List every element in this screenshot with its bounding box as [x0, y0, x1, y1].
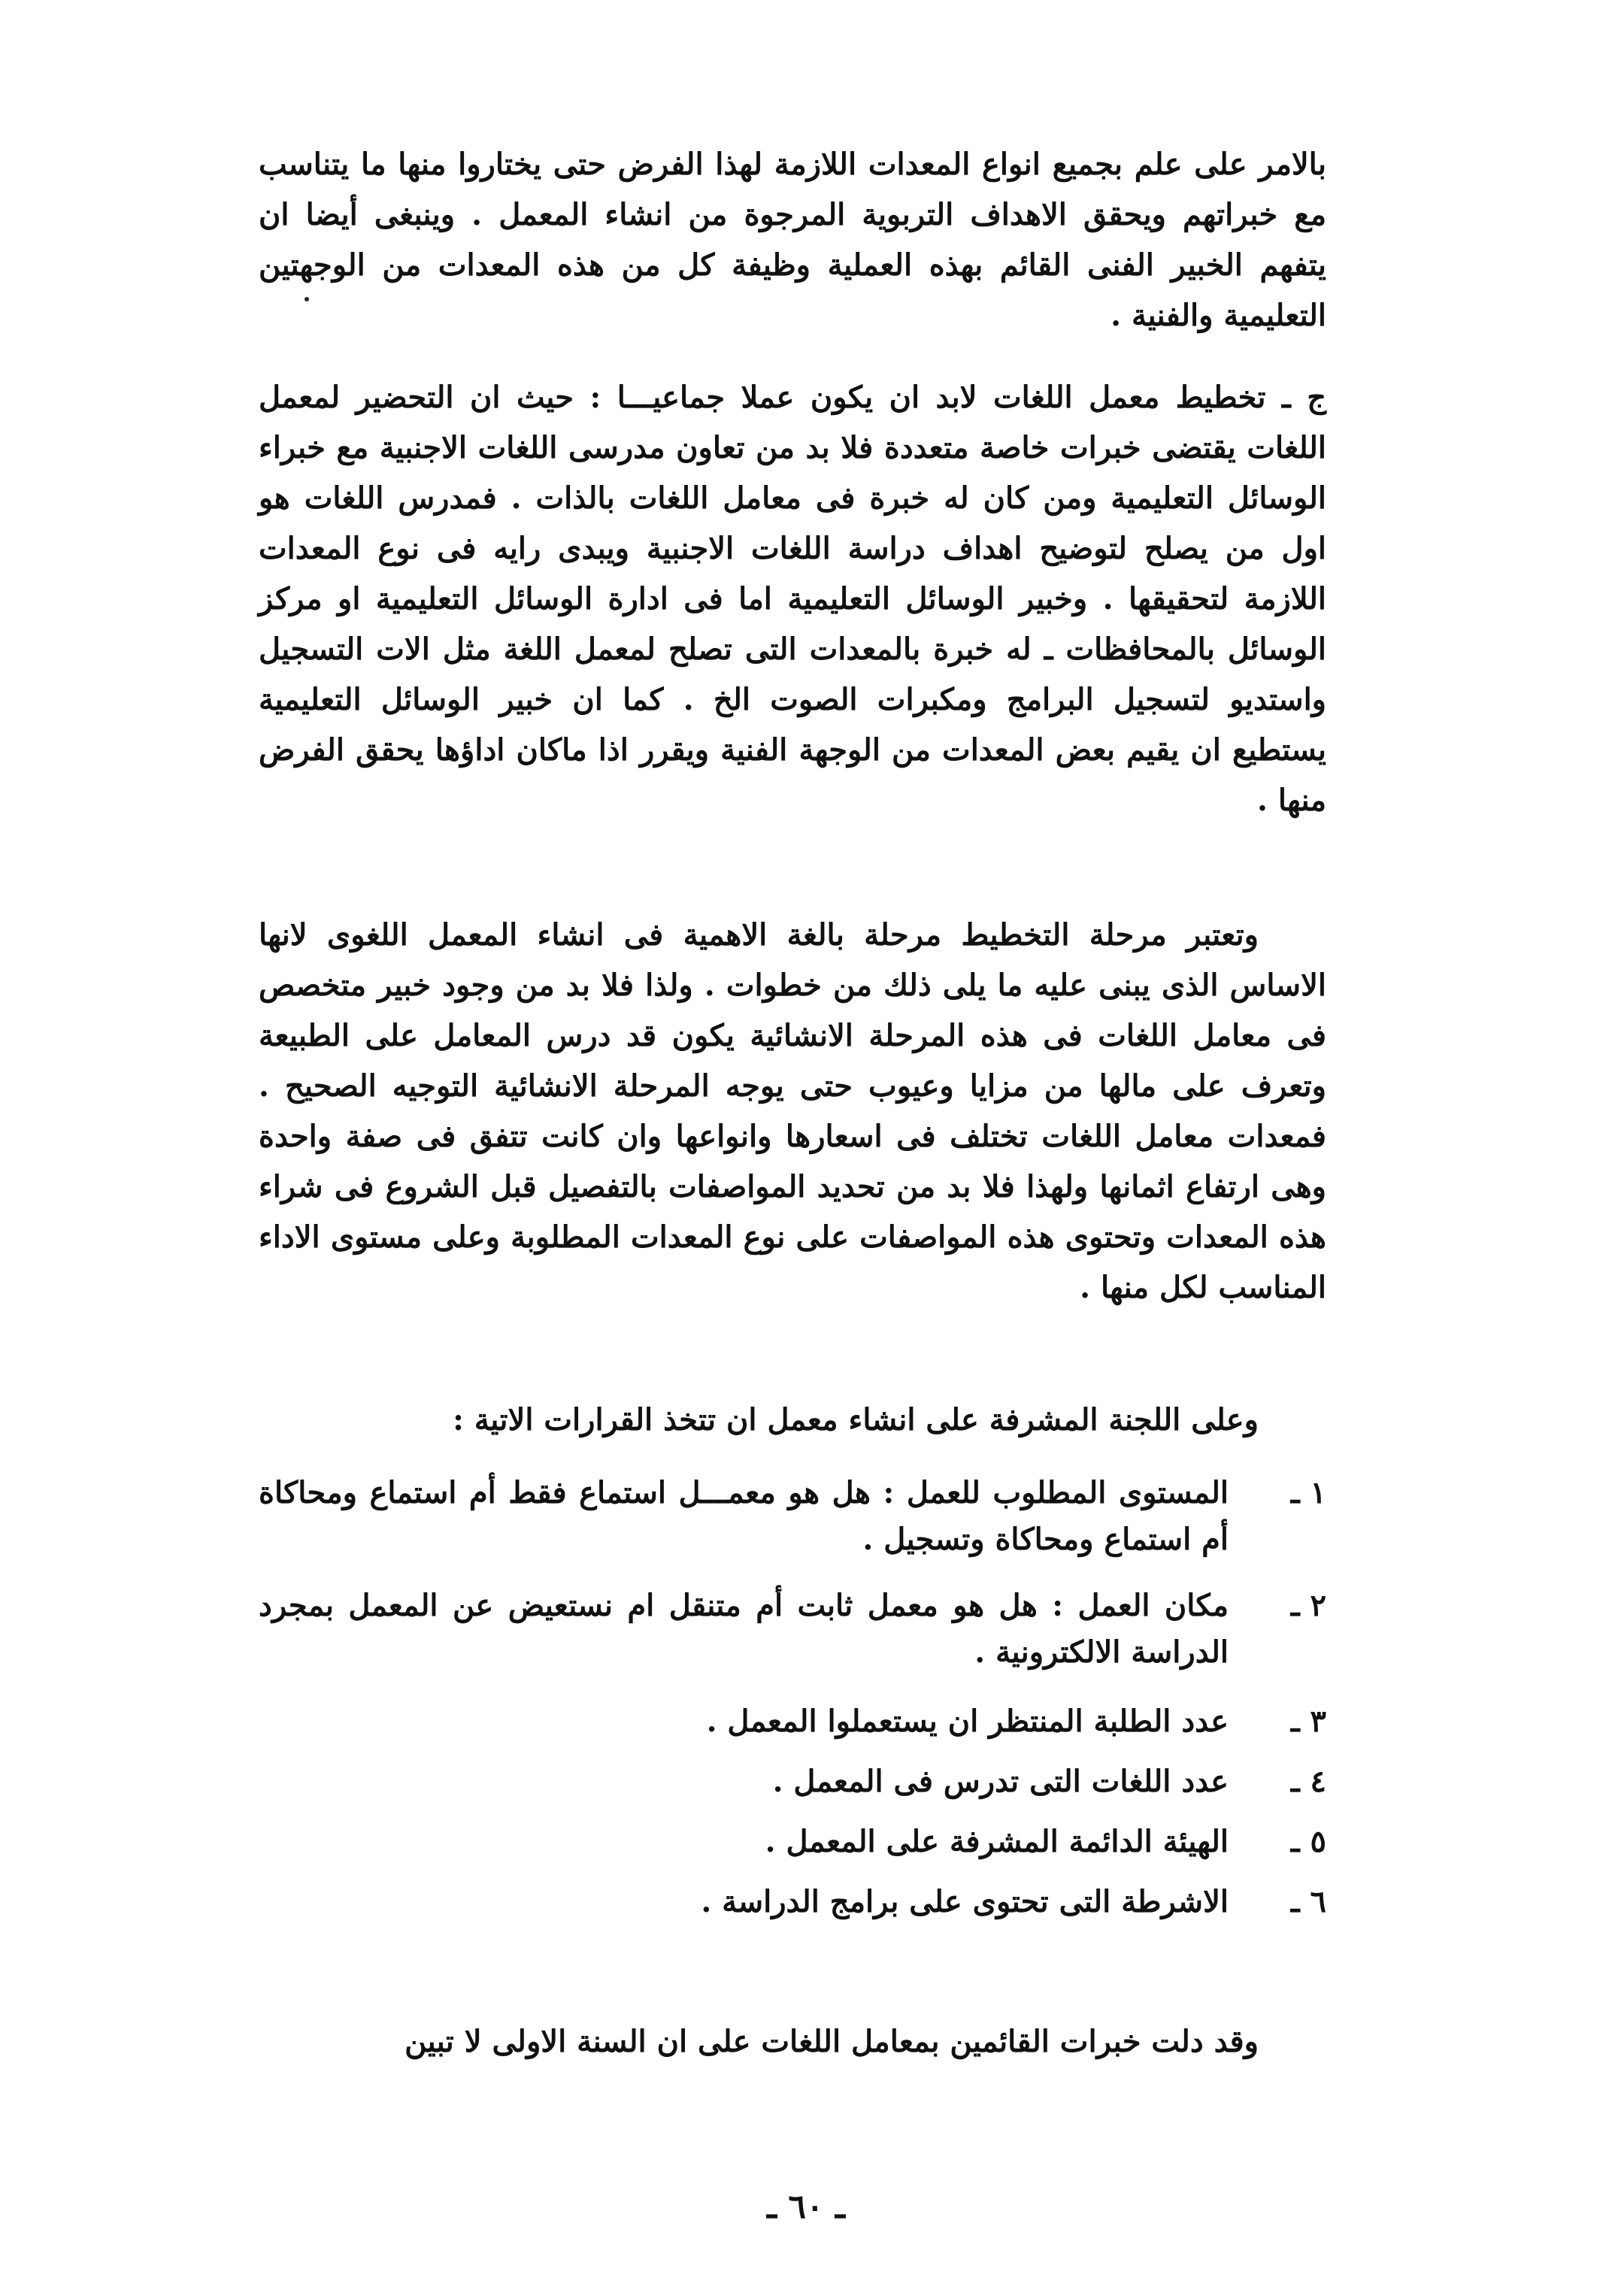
paragraph-collective-planning — [259, 372, 1326, 825]
list-item — [259, 1583, 1326, 1676]
list-item — [259, 1758, 1326, 1805]
paragraph-planning-importance — [259, 910, 1326, 1313]
list-item-number: ٤ ـ — [1290, 1764, 1326, 1799]
paragraph-committee-decisions — [259, 1395, 1326, 1445]
decisions-list — [259, 1470, 1326, 1939]
scan-speck — [305, 297, 309, 301]
closing-line-text: وقد دلت خبرات القائمين بمعامل اللغات على ان السنة الاولى لا تبين — [405, 2024, 1259, 2059]
page-number: ـ ٦٠ ـ — [767, 2188, 845, 2226]
list-item-text: المستوى المطلوب للعمل : هل هو معمـــل استماع فقط أم استماع ومحاكاة أم استماع ومحاكاة وتسجيل . — [259, 1475, 1229, 1557]
paragraph-planning-importance-text: وتعتبر مرحلة التخطيط مرحلة بالغة الاهمية فى انشاء المعمل اللغوى لانها الاساس الذى يبنى عليه ما يلى ذلك من خطوات . ولذا فلا بد من وجود خبير متخصص فى معامل اللغات فى هذه المرحلة الانشائية يكون قد درس المعامل على الطبيعة وتعرف على مالها من مزايا وعيوب حتى يوجه المرحلة الانشائية التوجيه الصحيح . فمعدات معامل اللغات تختلف فى اسعارها وانواعها وان كانت تتفق فى صفة واحدة وهى ارتفاع اثمانها ولهذا فلا بد من تحديد المواصفات بالتفصيل قبل الشروع فى شراء هذه المعدات وتحتوى هذه المواصفات على نوع المعدات المطلوبة وعلى مستوى الاداء المناسب لكل منها . — [259, 917, 1326, 1305]
list-item-number: ١ ـ — [1290, 1475, 1326, 1510]
list-item-text: عدد الطلبة المنتظر ان يستعملوا المعمل . — [706, 1704, 1229, 1739]
list-item — [259, 1698, 1326, 1745]
paragraph-committee-decisions-text: وعلى اللجنة المشرفة على انشاء معمل ان تتخذ القرارات الاتية : — [453, 1402, 1259, 1437]
list-item-number: ٦ ـ — [1290, 1884, 1326, 1919]
section-heading-collective-planning: ج ـ تخطيط معمل اللغات لابد ان يكون عملا جماعيـــا : — [589, 380, 1327, 415]
list-item-text: الاشرطة التى تحتوى على برامج الدراسة . — [701, 1884, 1229, 1919]
closing-line — [259, 2019, 1326, 2065]
list-item — [259, 1819, 1326, 1865]
list-item-number: ٣ ـ — [1290, 1704, 1326, 1739]
list-item-text: مكان العمل : هل هو معمل ثابت أم متنقل ام نستعيض عن المعمل بمجرد الدراسة الالكترونية . — [259, 1588, 1229, 1670]
list-item — [259, 1470, 1326, 1563]
list-item-number: ٢ ـ — [1290, 1588, 1326, 1623]
list-item — [259, 1879, 1326, 1925]
list-item-text: عدد اللغات التى تدرس فى المعمل . — [772, 1764, 1229, 1799]
paragraph-equipment-knowledge: بالامر على علم بجميع انواع المعدات اللازمة لهذا الفرض حتى يختاروا منها ما يتناسب مع خبراتهم ويحقق الاهداف التربوية المرجوة من انشاء المعمل . وينبغى أيضا ان يتفهم الخبير الفنى القائم بهذه العملية وظيفة كل من هذه المعدات من الوجهتين التعليمية والفنية . — [259, 147, 1327, 333]
paragraph-collective-planning-body: حيث ان التحضير لمعمل اللغات يقتضى خبرات خاصة متعددة فلا بد من تعاون مدرسى اللغات الاجنبية مع خبراء الوسائل التعليمية ومن كان له خبرة فى معامل اللغات بالذات . فمدرس اللغات هو اول من يصلح لتوضيح اهداف دراسة اللغات الاجنبية ويبدى رايه فى نوع المعدات اللازمة لتحقيقها . وخبير الوسائل التعليمية اما فى ادارة الوسائل التعليمية او مركز الوسائل بالمحافظات ـ له خبرة بالمعدات التى تصلح لمعمل اللغة مثل الات التسجيل واستديو لتسجيل البرامج ومكبرات الصوت الخ . كما ان خبير الوسائل التعليمية يستطيع ان يقيم بعض المعدات من الوجهة الفنية ويقرر اذا ماكان اداؤها يحقق الفرض منها . — [259, 380, 1326, 818]
list-item-text: الهيئة الدائمة المشرفة على المعمل . — [765, 1824, 1229, 1859]
list-item-number: ٥ ـ — [1290, 1824, 1326, 1859]
